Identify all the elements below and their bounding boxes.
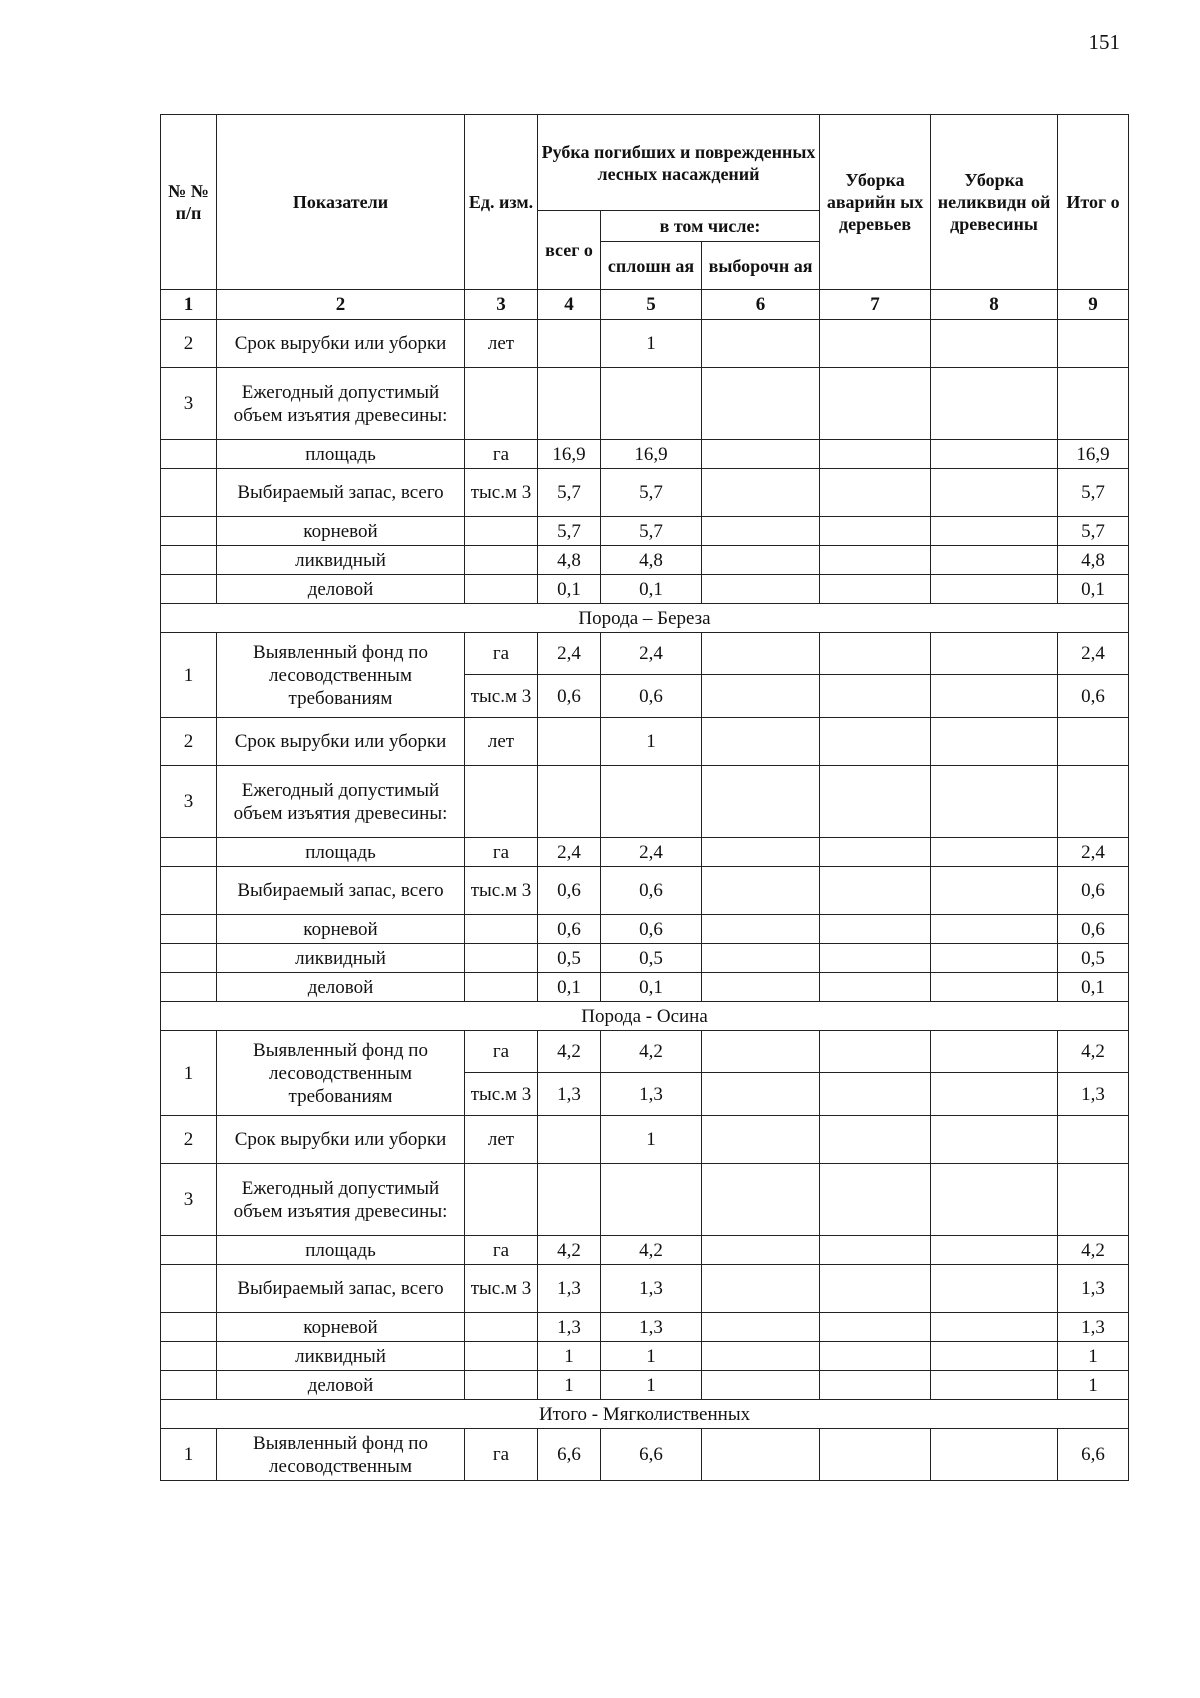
unit-cell (465, 368, 538, 440)
unit-cell (465, 517, 538, 546)
grand-total-cell (1058, 766, 1129, 838)
grand-total-cell: 0,1 (1058, 575, 1129, 604)
selective-cut-cell (702, 1265, 820, 1313)
clear-cut-cell: 1 (601, 1116, 702, 1164)
illiquid-wood-cell (931, 469, 1058, 517)
unit-cell (465, 1342, 538, 1371)
column-number: 8 (931, 290, 1058, 320)
emergency-trees-cell (820, 320, 931, 368)
illiquid-wood-cell (931, 1031, 1058, 1073)
illiquid-wood-cell (931, 1429, 1058, 1481)
indicator-cell: Выявленный фонд по лесоводственным требованиям (217, 1031, 465, 1116)
clear-cut-cell: 4,2 (601, 1031, 702, 1073)
unit-cell (465, 546, 538, 575)
row-number-cell (161, 867, 217, 915)
emergency-trees-cell (820, 718, 931, 766)
row-number-cell (161, 546, 217, 575)
clear-cut-cell: 1,3 (601, 1073, 702, 1116)
total-cell (538, 718, 601, 766)
illiquid-wood-cell (931, 973, 1058, 1002)
row-number-cell: 3 (161, 766, 217, 838)
total-cell: 1 (538, 1342, 601, 1371)
emergency-trees-cell (820, 546, 931, 575)
table-row (161, 469, 1129, 517)
emergency-trees-cell (820, 1073, 931, 1116)
table-row (161, 1371, 1129, 1400)
unit-cell: лет (465, 320, 538, 368)
unit-cell: тыс.м 3 (465, 469, 538, 517)
clear-cut-cell: 0,6 (601, 915, 702, 944)
clear-cut-cell: 1,3 (601, 1313, 702, 1342)
selective-cut-cell (702, 718, 820, 766)
total-cell: 4,2 (538, 1031, 601, 1073)
total-cell: 0,1 (538, 575, 601, 604)
illiquid-wood-cell (931, 1342, 1058, 1371)
row-number-cell: 1 (161, 1031, 217, 1116)
total-cell: 0,6 (538, 915, 601, 944)
selective-cut-cell (702, 867, 820, 915)
illiquid-wood-cell (931, 1265, 1058, 1313)
indicator-cell: ликвидный (217, 944, 465, 973)
emergency-trees-cell (820, 517, 931, 546)
table-row (161, 1429, 1129, 1481)
illiquid-wood-cell (931, 368, 1058, 440)
grand-total-cell: 1 (1058, 1371, 1129, 1400)
selective-cut-cell (702, 766, 820, 838)
grand-total-cell (1058, 368, 1129, 440)
selective-cut-cell (702, 675, 820, 718)
selective-cut-cell (702, 973, 820, 1002)
unit-cell: га (465, 1236, 538, 1265)
table-row (161, 766, 1129, 838)
grand-total-cell: 0,5 (1058, 944, 1129, 973)
selective-cut-cell (702, 440, 820, 469)
total-cell (538, 368, 601, 440)
clear-cut-cell: 1 (601, 320, 702, 368)
indicator-cell: Срок вырубки или уборки (217, 718, 465, 766)
clear-cut-cell: 0,5 (601, 944, 702, 973)
row-number-cell (161, 575, 217, 604)
header-row-number: № № п/п (161, 115, 217, 290)
clear-cut-cell: 6,6 (601, 1429, 702, 1481)
unit-cell: тыс.м 3 (465, 1265, 538, 1313)
indicator-cell: деловой (217, 575, 465, 604)
indicator-cell: Выявленный фонд по лесоводственным (217, 1429, 465, 1481)
illiquid-wood-cell (931, 1236, 1058, 1265)
table-row (161, 718, 1129, 766)
illiquid-wood-cell (931, 718, 1058, 766)
selective-cut-cell (702, 368, 820, 440)
grand-total-cell: 4,8 (1058, 546, 1129, 575)
indicator-cell: Выбираемый запас, всего (217, 1265, 465, 1313)
section-row (161, 1400, 1129, 1429)
emergency-trees-cell (820, 575, 931, 604)
header-grand-total: Итог о (1058, 115, 1129, 290)
selective-cut-cell (702, 517, 820, 546)
total-cell: 16,9 (538, 440, 601, 469)
unit-cell (465, 575, 538, 604)
grand-total-cell: 5,7 (1058, 469, 1129, 517)
indicator-cell: ликвидный (217, 546, 465, 575)
row-number-cell (161, 1371, 217, 1400)
grand-total-cell (1058, 1116, 1129, 1164)
emergency-trees-cell (820, 766, 931, 838)
row-number-cell: 3 (161, 368, 217, 440)
table-row (161, 440, 1129, 469)
emergency-trees-cell (820, 1371, 931, 1400)
table-row (161, 368, 1129, 440)
grand-total-cell (1058, 320, 1129, 368)
indicator-cell: деловой (217, 973, 465, 1002)
row-number-cell (161, 1313, 217, 1342)
indicator-cell: Ежегодный допустимый объем изъятия древесины: (217, 368, 465, 440)
indicator-cell: Срок вырубки или уборки (217, 320, 465, 368)
indicator-cell: площадь (217, 440, 465, 469)
row-number-cell (161, 469, 217, 517)
illiquid-wood-cell (931, 1371, 1058, 1400)
header-emergency-trees: Уборка аварийн ых деревьев (820, 115, 931, 290)
selective-cut-cell (702, 1164, 820, 1236)
emergency-trees-cell (820, 973, 931, 1002)
unit-cell: тыс.м 3 (465, 867, 538, 915)
header-illiquid-wood: Уборка неликвидн ой древесины (931, 115, 1058, 290)
illiquid-wood-cell (931, 440, 1058, 469)
clear-cut-cell: 16,9 (601, 440, 702, 469)
total-cell (538, 1164, 601, 1236)
unit-cell (465, 915, 538, 944)
indicator-cell: Срок вырубки или уборки (217, 1116, 465, 1164)
table-row (161, 320, 1129, 368)
selective-cut-cell (702, 1429, 820, 1481)
total-cell: 5,7 (538, 469, 601, 517)
grand-total-cell: 2,4 (1058, 633, 1129, 675)
emergency-trees-cell (820, 1342, 931, 1371)
illiquid-wood-cell (931, 1313, 1058, 1342)
table-body (161, 320, 1129, 1481)
column-number: 2 (217, 290, 465, 320)
section-heading: Итого - Мягколиственных (161, 1400, 1129, 1429)
clear-cut-cell: 4,2 (601, 1236, 702, 1265)
table-row (161, 1164, 1129, 1236)
selective-cut-cell (702, 320, 820, 368)
selective-cut-cell (702, 1031, 820, 1073)
header-total: всег о (538, 211, 601, 290)
clear-cut-cell: 1 (601, 718, 702, 766)
total-cell (538, 766, 601, 838)
grand-total-cell: 4,2 (1058, 1031, 1129, 1073)
row-number-cell (161, 1342, 217, 1371)
total-cell (538, 320, 601, 368)
clear-cut-cell: 0,6 (601, 867, 702, 915)
row-number-cell (161, 1265, 217, 1313)
illiquid-wood-cell (931, 675, 1058, 718)
clear-cut-cell: 0,1 (601, 575, 702, 604)
table-row (161, 1236, 1129, 1265)
indicator-cell: площадь (217, 1236, 465, 1265)
grand-total-cell (1058, 718, 1129, 766)
column-number: 5 (601, 290, 702, 320)
emergency-trees-cell (820, 1116, 931, 1164)
section-row (161, 604, 1129, 633)
emergency-trees-cell (820, 1236, 931, 1265)
row-number-cell (161, 440, 217, 469)
selective-cut-cell (702, 633, 820, 675)
clear-cut-cell (601, 766, 702, 838)
row-number-cell (161, 915, 217, 944)
total-cell: 1,3 (538, 1073, 601, 1116)
row-number-cell: 2 (161, 320, 217, 368)
total-cell: 0,1 (538, 973, 601, 1002)
emergency-trees-cell (820, 867, 931, 915)
row-number-cell (161, 838, 217, 867)
grand-total-cell: 0,6 (1058, 867, 1129, 915)
illiquid-wood-cell (931, 575, 1058, 604)
emergency-trees-cell (820, 675, 931, 718)
row-number-cell: 2 (161, 1116, 217, 1164)
grand-total-cell: 4,2 (1058, 1236, 1129, 1265)
row-number-cell (161, 944, 217, 973)
grand-total-cell: 1,3 (1058, 1073, 1129, 1116)
illiquid-wood-cell (931, 915, 1058, 944)
table-row (161, 1313, 1129, 1342)
total-cell: 4,8 (538, 546, 601, 575)
grand-total-cell: 1 (1058, 1342, 1129, 1371)
indicator-cell: корневой (217, 1313, 465, 1342)
selective-cut-cell (702, 1116, 820, 1164)
clear-cut-cell: 2,4 (601, 633, 702, 675)
table-row (161, 575, 1129, 604)
selective-cut-cell (702, 944, 820, 973)
table-row (161, 1031, 1129, 1073)
illiquid-wood-cell (931, 517, 1058, 546)
emergency-trees-cell (820, 838, 931, 867)
clear-cut-cell: 5,7 (601, 469, 702, 517)
row-number-cell (161, 517, 217, 546)
selective-cut-cell (702, 469, 820, 517)
indicator-cell: Выявленный фонд по лесоводственным требованиям (217, 633, 465, 718)
total-cell: 0,6 (538, 867, 601, 915)
emergency-trees-cell (820, 440, 931, 469)
unit-cell: га (465, 440, 538, 469)
clear-cut-cell: 0,6 (601, 675, 702, 718)
total-cell: 5,7 (538, 517, 601, 546)
emergency-trees-cell (820, 469, 931, 517)
section-heading: Порода - Осина (161, 1002, 1129, 1031)
column-number: 1 (161, 290, 217, 320)
table-row (161, 546, 1129, 575)
table-row (161, 973, 1129, 1002)
illiquid-wood-cell (931, 867, 1058, 915)
unit-cell: га (465, 633, 538, 675)
clear-cut-cell: 1 (601, 1342, 702, 1371)
row-number-cell (161, 973, 217, 1002)
total-cell: 0,5 (538, 944, 601, 973)
indicator-cell: корневой (217, 517, 465, 546)
grand-total-cell: 5,7 (1058, 517, 1129, 546)
selective-cut-cell (702, 1073, 820, 1116)
header-including: в том числе: (601, 211, 820, 242)
unit-cell (465, 1313, 538, 1342)
grand-total-cell: 1,3 (1058, 1313, 1129, 1342)
illiquid-wood-cell (931, 1116, 1058, 1164)
table-row (161, 838, 1129, 867)
indicator-cell: ликвидный (217, 1342, 465, 1371)
illiquid-wood-cell (931, 546, 1058, 575)
header-dead-damaged-felling: Рубка погибших и поврежденных лесных насаждений (538, 115, 820, 211)
emergency-trees-cell (820, 915, 931, 944)
section-heading: Порода – Береза (161, 604, 1129, 633)
selective-cut-cell (702, 1236, 820, 1265)
column-number: 6 (702, 290, 820, 320)
emergency-trees-cell (820, 944, 931, 973)
column-number-row (161, 290, 1129, 320)
selective-cut-cell (702, 1313, 820, 1342)
clear-cut-cell: 1,3 (601, 1265, 702, 1313)
grand-total-cell: 0,6 (1058, 915, 1129, 944)
selective-cut-cell (702, 1342, 820, 1371)
table-row (161, 915, 1129, 944)
table-row (161, 1342, 1129, 1371)
grand-total-cell: 0,6 (1058, 675, 1129, 718)
illiquid-wood-cell (931, 838, 1058, 867)
clear-cut-cell: 5,7 (601, 517, 702, 546)
unit-cell: тыс.м 3 (465, 675, 538, 718)
forest-felling-table (160, 114, 1129, 1481)
total-cell: 0,6 (538, 675, 601, 718)
emergency-trees-cell (820, 1164, 931, 1236)
table-row (161, 1116, 1129, 1164)
total-cell: 2,4 (538, 633, 601, 675)
row-number-cell: 2 (161, 718, 217, 766)
total-cell: 1 (538, 1371, 601, 1400)
row-number-cell: 1 (161, 1429, 217, 1481)
grand-total-cell: 1,3 (1058, 1265, 1129, 1313)
unit-cell (465, 1164, 538, 1236)
selective-cut-cell (702, 575, 820, 604)
total-cell: 1,3 (538, 1265, 601, 1313)
illiquid-wood-cell (931, 944, 1058, 973)
unit-cell: лет (465, 718, 538, 766)
clear-cut-cell: 1 (601, 1371, 702, 1400)
section-row (161, 1002, 1129, 1031)
emergency-trees-cell (820, 368, 931, 440)
grand-total-cell (1058, 1164, 1129, 1236)
unit-cell (465, 944, 538, 973)
page-number: 151 (1088, 30, 1120, 54)
indicator-cell: корневой (217, 915, 465, 944)
illiquid-wood-cell (931, 1073, 1058, 1116)
column-number: 9 (1058, 290, 1129, 320)
indicator-cell: Ежегодный допустимый объем изъятия древесины: (217, 766, 465, 838)
table-row (161, 867, 1129, 915)
row-number-cell: 1 (161, 633, 217, 718)
table-row (161, 517, 1129, 546)
row-number-cell: 3 (161, 1164, 217, 1236)
column-number: 3 (465, 290, 538, 320)
indicator-cell: Выбираемый запас, всего (217, 867, 465, 915)
total-cell: 1,3 (538, 1313, 601, 1342)
grand-total-cell: 6,6 (1058, 1429, 1129, 1481)
indicator-cell: площадь (217, 838, 465, 867)
selective-cut-cell (702, 546, 820, 575)
unit-cell: га (465, 1429, 538, 1481)
clear-cut-cell: 0,1 (601, 973, 702, 1002)
indicator-cell: Ежегодный допустимый объем изъятия древесины: (217, 1164, 465, 1236)
table-row (161, 633, 1129, 675)
unit-cell: га (465, 1031, 538, 1073)
row-number-cell (161, 1236, 217, 1265)
illiquid-wood-cell (931, 1164, 1058, 1236)
total-cell: 4,2 (538, 1236, 601, 1265)
unit-cell: тыс.м 3 (465, 1073, 538, 1116)
selective-cut-cell (702, 1371, 820, 1400)
selective-cut-cell (702, 838, 820, 867)
header-indicators: Показатели (217, 115, 465, 290)
emergency-trees-cell (820, 1031, 931, 1073)
emergency-trees-cell (820, 1265, 931, 1313)
illiquid-wood-cell (931, 766, 1058, 838)
emergency-trees-cell (820, 633, 931, 675)
indicator-cell: деловой (217, 1371, 465, 1400)
unit-cell (465, 973, 538, 1002)
total-cell: 6,6 (538, 1429, 601, 1481)
clear-cut-cell (601, 368, 702, 440)
column-number: 4 (538, 290, 601, 320)
column-number: 7 (820, 290, 931, 320)
grand-total-cell: 16,9 (1058, 440, 1129, 469)
grand-total-cell: 0,1 (1058, 973, 1129, 1002)
clear-cut-cell (601, 1164, 702, 1236)
header-clear-cut: сплошн ая (601, 242, 702, 290)
grand-total-cell: 2,4 (1058, 838, 1129, 867)
illiquid-wood-cell (931, 633, 1058, 675)
header-selective-cut: выборочн ая (702, 242, 820, 290)
clear-cut-cell: 2,4 (601, 838, 702, 867)
table-row (161, 1265, 1129, 1313)
emergency-trees-cell (820, 1429, 931, 1481)
total-cell: 2,4 (538, 838, 601, 867)
selective-cut-cell (702, 915, 820, 944)
table-row (161, 944, 1129, 973)
unit-cell (465, 766, 538, 838)
emergency-trees-cell (820, 1313, 931, 1342)
total-cell (538, 1116, 601, 1164)
illiquid-wood-cell (931, 320, 1058, 368)
indicator-cell: Выбираемый запас, всего (217, 469, 465, 517)
clear-cut-cell: 4,8 (601, 546, 702, 575)
unit-cell (465, 1371, 538, 1400)
header-unit: Ед. изм. (465, 115, 538, 290)
unit-cell: лет (465, 1116, 538, 1164)
unit-cell: га (465, 838, 538, 867)
